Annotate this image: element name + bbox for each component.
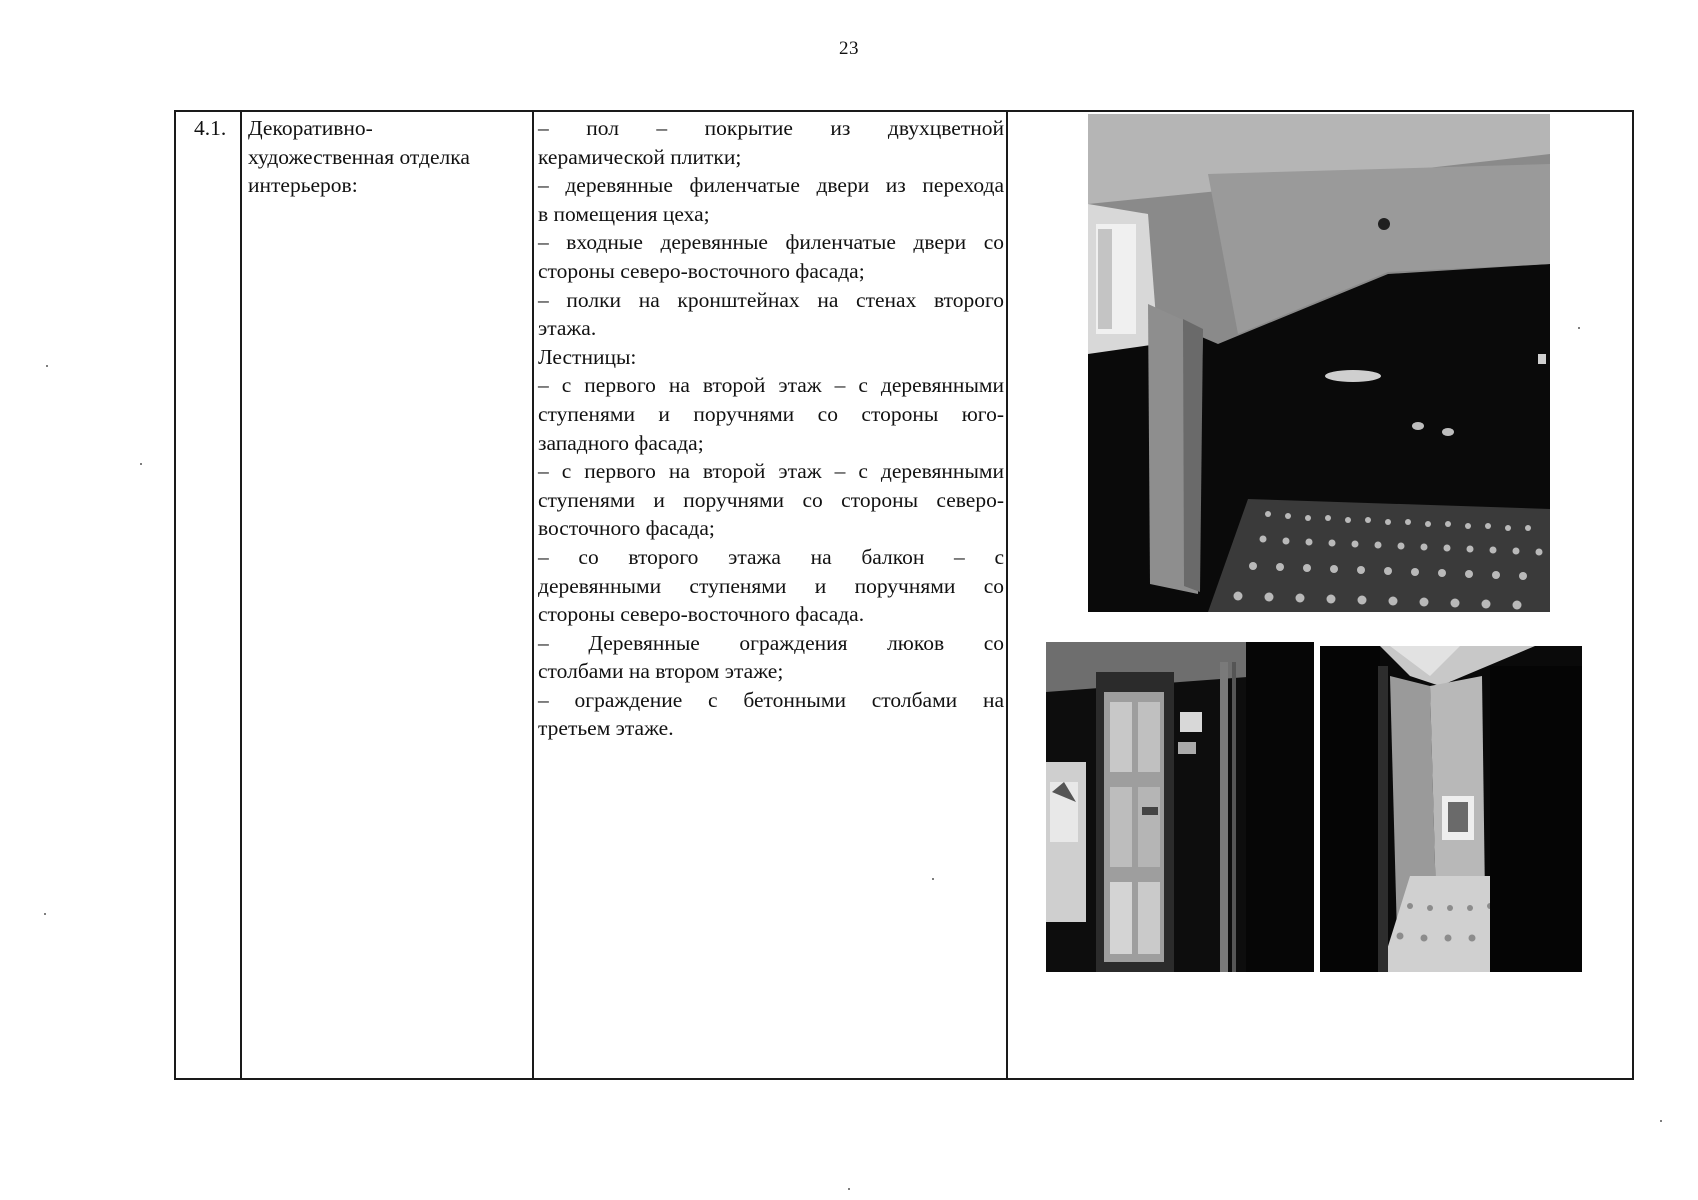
scan-speck	[848, 1188, 850, 1190]
description-line: столбами на втором этаже;	[538, 659, 784, 684]
paneled-door-photo	[1046, 642, 1314, 972]
description-line: – со второго этажа на балкон – с	[538, 544, 1004, 569]
description-line: восточного фасада;	[538, 516, 715, 541]
description-line: в помещения цеха;	[538, 201, 710, 226]
row-name-line: интерьеров:	[248, 173, 358, 198]
description-line: – Деревянные ограждения люков со	[538, 630, 1004, 655]
description-line: – полки на кронштейнах на стенах второго	[538, 287, 1004, 312]
row-name-line: художественная отделка	[248, 144, 470, 169]
description-line: западного фасада;	[538, 430, 704, 455]
description-table	[174, 110, 1634, 1080]
description-line: деревянными ступенями и поручнями со	[538, 573, 1004, 598]
scan-speck	[140, 463, 142, 465]
scan-speck	[46, 365, 48, 367]
description-line: ступенями и поручнями со стороны северо-	[538, 487, 1004, 512]
description-line: третьем этаже.	[538, 716, 674, 741]
scan-speck	[932, 878, 934, 880]
scan-speck	[1578, 327, 1580, 329]
row-description	[538, 114, 1004, 743]
scan-speck	[44, 913, 46, 915]
description-line: – входные деревянные филенчатые двери со	[538, 230, 1004, 255]
description-line: – пол – покрытие из двухцветной	[538, 116, 1004, 140]
row-name-line: Декоративно-	[248, 116, 373, 140]
scan-speck	[1660, 1120, 1662, 1122]
description-line: Лестницы:	[538, 344, 637, 369]
description-line: керамической плитки;	[538, 144, 742, 169]
description-line: – деревянные филенчатые двери из перехода	[538, 173, 1004, 198]
description-line: стороны северо-восточного фасада;	[538, 258, 865, 283]
description-line: ступенями и поручнями со стороны юго-	[538, 401, 1004, 426]
description-line: – с первого на второй этаж – с деревянными	[538, 373, 1004, 398]
interior-hall-photo	[1088, 114, 1550, 612]
row-name	[248, 114, 516, 200]
column-divider	[240, 112, 242, 1078]
row-number: 4.1.	[194, 116, 227, 140]
description-line: – с первого на второй этаж – с деревянными	[538, 459, 1004, 484]
description-line: – ограждение с бетонными столбами на	[538, 687, 1004, 712]
description-line: стороны северо-восточного фасада.	[538, 602, 865, 627]
description-line: этажа.	[538, 316, 597, 341]
column-divider	[532, 112, 534, 1078]
column-divider	[1006, 112, 1008, 1078]
passage-doorway-photo	[1320, 646, 1582, 972]
page-number: 23	[839, 38, 859, 59]
